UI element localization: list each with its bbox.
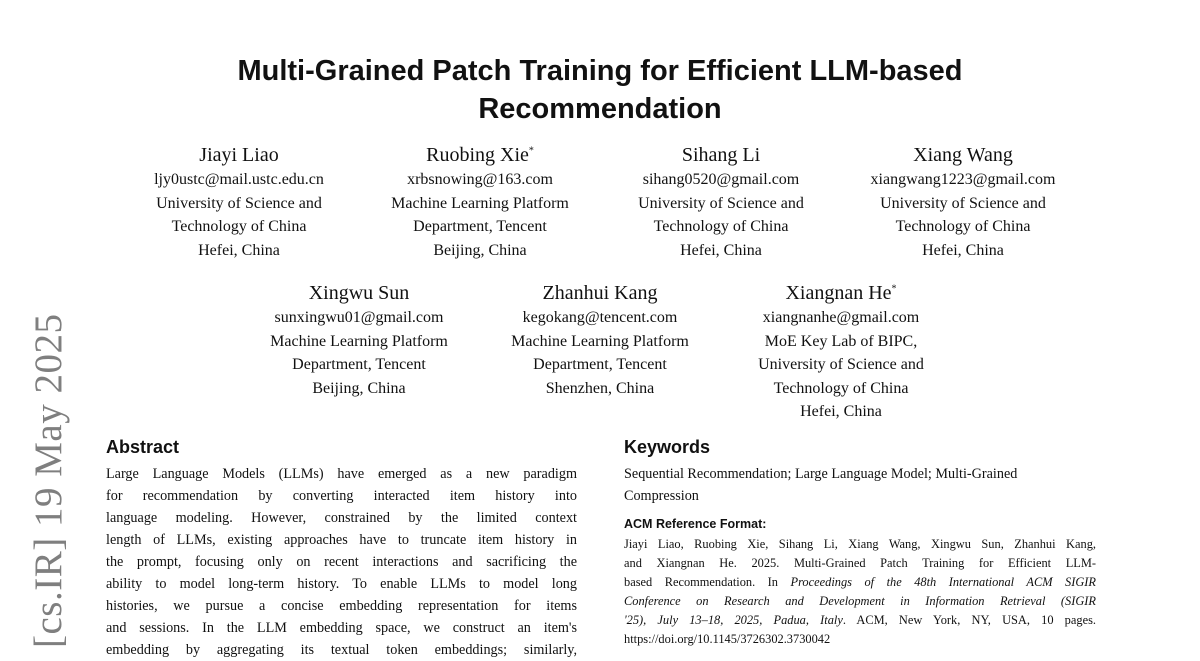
- author-location: Hefei, China: [198, 241, 280, 259]
- author-location: Hefei, China: [680, 241, 762, 259]
- author-affiliation: Technology of China: [171, 218, 307, 235]
- author-affiliation: MoE Key Lab of BIPC,: [764, 332, 918, 350]
- author-name: Xiang Wang: [913, 144, 1013, 166]
- author-affiliation: Machine Learning Platform: [391, 194, 569, 212]
- acm-reference-heading: ACM Reference Format:: [624, 517, 767, 531]
- abstract-line: ability to model long-term history. To enable LLMs to model long: [106, 576, 577, 592]
- acm-reference-line: and Xiangnan He. 2025. Multi-Grained Patch Training for Efficient LLM-: [624, 556, 1096, 570]
- author-block-7: [732, 280, 950, 424]
- abstract-line: for recommendation by converting interacted item history into: [106, 488, 577, 504]
- keywords-text: [624, 463, 1096, 507]
- title-line-1: Multi-Grained Patch Training for Efficient LLM-based: [237, 55, 963, 87]
- abstract-line: language modeling. However, constrained by the limited context: [106, 510, 577, 526]
- abstract-text: [106, 463, 577, 661]
- corresponding-author-mark: *: [891, 283, 897, 295]
- abstract-line: length of LLMs, existing approaches have to truncate item history in: [106, 532, 577, 548]
- abstract-line: histories, we pursue a concise embedding representation for items: [106, 598, 577, 614]
- author-affiliation: University of Science and: [156, 194, 322, 212]
- author-email[interactable]: xiangwang1223@gmail.com: [870, 171, 1056, 188]
- author-block-6: [487, 280, 713, 400]
- keywords-line: Sequential Recommendation; Large Language Model; Multi-Grained: [624, 466, 1018, 482]
- abstract-heading: Abstract: [106, 437, 180, 457]
- author-affiliation: Department, Tencent: [533, 356, 667, 373]
- author-location: Shenzhen, China: [545, 379, 655, 397]
- corresponding-author-mark: *: [528, 145, 534, 157]
- abstract-line: the prompt, focusing only on recent interactions and sacrificing the: [106, 554, 577, 570]
- acm-reference-text: [624, 535, 1096, 649]
- author-affiliation: University of Science and: [880, 194, 1046, 212]
- author-name: Sihang Li: [681, 144, 761, 166]
- title-line-2: Recommendation: [478, 93, 722, 125]
- author-email[interactable]: sunxingwu01@gmail.com: [274, 309, 444, 326]
- abstract-line: embedding by aggregating its textual token embeddings; similarly,: [106, 642, 577, 658]
- author-location: Beijing, China: [433, 241, 527, 259]
- author-affiliation: Technology of China: [773, 379, 909, 397]
- keywords-heading: Keywords: [624, 437, 711, 457]
- author-block-1: [132, 142, 346, 262]
- abstract-line: and sessions. In the LLM embedding space, we construct an item's: [106, 620, 577, 636]
- acm-reference-line: Conference on Research and Development in Information Retrieval (SIGIR: [624, 594, 1096, 608]
- author-location: Hefei, China: [922, 241, 1004, 259]
- author-affiliation: Department, Tencent: [292, 356, 426, 373]
- author-email[interactable]: kegokang@tencent.com: [522, 309, 678, 326]
- author-location: Hefei, China: [800, 403, 882, 420]
- author-name: Xiangnan He*: [785, 282, 897, 304]
- author-email[interactable]: ljy0ustc@mail.ustc.edu.cn: [154, 171, 324, 188]
- author-block-5: [246, 280, 472, 400]
- author-name: Jiayi Liao: [199, 144, 279, 166]
- author-name: Xingwu Sun: [308, 282, 410, 304]
- author-affiliation: Technology of China: [895, 218, 1031, 235]
- paper-title: [0, 52, 1200, 128]
- author-affiliation: University of Science and: [638, 194, 804, 212]
- author-email[interactable]: sihang0520@gmail.com: [642, 171, 800, 188]
- author-affiliation: Department, Tencent: [413, 218, 547, 235]
- author-email[interactable]: xrbsnowing@163.com: [407, 171, 553, 188]
- acm-reference-line: '25), July 13–18, 2025, Padua, Italy. ACM, New York, NY, USA, 10 pages.: [624, 613, 1096, 627]
- acm-reference-line: Jiayi Liao, Ruobing Xie, Sihang Li, Xiang Wang, Xingwu Sun, Zhanhui Kang,: [624, 537, 1096, 551]
- author-block-2: [366, 142, 594, 262]
- author-block-4: [846, 142, 1080, 262]
- author-affiliation: Technology of China: [653, 218, 789, 235]
- doi-link[interactable]: https://doi.org/10.1145/3726302.3730042: [624, 632, 831, 646]
- author-affiliation: University of Science and: [758, 356, 924, 373]
- author-name: Ruobing Xie*: [426, 144, 534, 166]
- author-affiliation: Machine Learning Platform: [270, 332, 448, 350]
- author-name: Zhanhui Kang: [542, 282, 658, 304]
- author-block-3: [614, 142, 828, 262]
- author-location: Beijing, China: [312, 379, 406, 397]
- author-affiliation: Machine Learning Platform: [511, 332, 689, 350]
- acm-reference-line: based Recommendation. In Proceedings of the 48th International ACM SIGIR: [624, 575, 1096, 589]
- keywords-line: Compression: [624, 488, 699, 504]
- author-email[interactable]: xiangnanhe@gmail.com: [762, 309, 920, 326]
- arxiv-side-stamp: [cs.IR] 19 May 2025: [27, 313, 70, 648]
- abstract-line: Large Language Models (LLMs) have emerged as a new paradigm: [106, 466, 577, 482]
